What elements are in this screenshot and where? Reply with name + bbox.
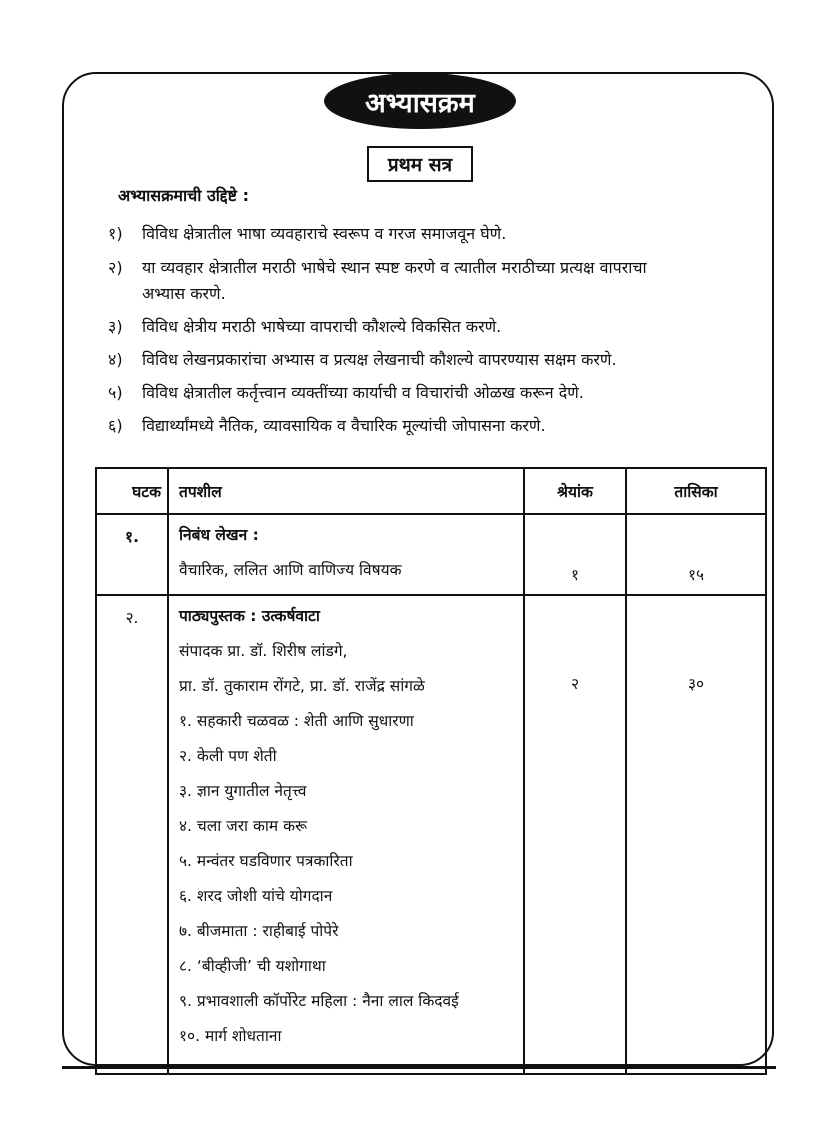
objective-text: विविध क्षेत्रातील भाषा व्यवहाराचे स्वरूप व गरज समाजवून घेणे. (142, 224, 507, 243)
lesson-item: १०. मार्ग शोधताना (179, 1027, 282, 1045)
unit-line: वैचारिक, ललित आणि वाणिज्य विषयक (179, 561, 402, 579)
objective-text: विविध क्षेत्रीय मराठी भाषेच्या वापराची कौशल्ये विकसित करणे. (142, 317, 502, 336)
unit-number: २. (96, 595, 168, 1074)
lesson-item: ६. शरद जोशी यांचे योगदान (179, 887, 333, 905)
objective-text: विद्यार्थ्यांमध्ये नैतिक, व्यावसायिक व वैचारिक मूल्यांची जोपासना करणे. (142, 416, 546, 435)
objective-number: ३) (108, 317, 123, 336)
objectives-heading: अभ्यासक्रमाची उद्दिष्टे : (118, 186, 249, 205)
page-title: अभ्यासक्रम (324, 73, 516, 129)
table-header-row (96, 468, 766, 514)
lesson-item: १. सहकारी चळवळ : शेती आणि सुधारणा (179, 712, 414, 730)
objective-text: या व्यवहार क्षेत्रातील मराठी भाषेचे स्थान स्पष्ट करणे व त्यातील मराठीच्या प्रत्यक्ष वापराचा (142, 258, 647, 277)
objective-text: विविध लेखनप्रकारांचा अभ्यास व प्रत्यक्ष लेखनाची कौशल्ये वापरण्यास सक्षम करणे. (142, 350, 617, 369)
syllabus-table (95, 467, 767, 1075)
objective-number: ६) (108, 416, 123, 435)
unit-title: निबंध लेखन : (179, 526, 259, 544)
lesson-item: ४. चला जरा काम करू (179, 817, 308, 835)
lesson-item: ९. प्रभावशाली कॉर्पोरेट महिला : नैना लाल किदवई (179, 992, 459, 1010)
objective-number: १) (108, 224, 123, 243)
lesson-item: २. केली पण शेती (179, 747, 277, 765)
objective-item (108, 348, 617, 370)
unit-line: संपादक प्रा. डॉ. शिरीष लांडगे, (179, 642, 348, 660)
lesson-item: ८. ‘बीव्हीजी’ ची यशोगाथा (179, 957, 326, 975)
objective-item (108, 414, 546, 436)
objective-number: २) (108, 258, 123, 277)
unit-number: १. (96, 514, 168, 595)
lesson-item: ५. मन्वंतर घडविणार पत्रकारिता (179, 852, 353, 870)
objective-item (108, 315, 501, 337)
header-credits: श्रेयांक (524, 468, 626, 514)
objective-item (108, 381, 584, 403)
unit-hours: १५ (626, 514, 766, 595)
semester-label: प्रथम सत्र (367, 146, 473, 182)
objective-continuation: अभ्यास करणे. (142, 284, 226, 303)
unit-line: प्रा. डॉ. तुकाराम रोंगटे, प्रा. डॉ. राजेंद्र सांगळे (179, 677, 425, 695)
objective-item (108, 222, 506, 244)
unit-credits: १ (524, 514, 626, 595)
unit-title: पाठ्यपुस्तक : उत्कर्षवाटा (179, 607, 320, 625)
unit-details (168, 595, 524, 1074)
table-row (96, 514, 766, 595)
objective-number: ५) (108, 383, 123, 402)
unit-hours: ३० (626, 595, 766, 1074)
header-details: तपशील (168, 468, 524, 514)
objective-text: विविध क्षेत्रातील कर्तृत्त्वान व्यक्तींच्या कार्याची व विचारांची ओळख करून देणे. (142, 383, 584, 402)
header-hours: तासिका (626, 468, 766, 514)
lesson-item: ३. ज्ञान युगातील नेतृत्त्व (179, 782, 307, 800)
objective-item (108, 256, 647, 278)
objective-number: ४) (108, 350, 123, 369)
unit-credits: २ (524, 595, 626, 1074)
table-row (96, 595, 766, 1074)
unit-details (168, 514, 524, 595)
header-unit: घटक (96, 468, 168, 514)
lesson-item: ७. बीजमाता : राहीबाई पोपेरे (179, 922, 339, 940)
